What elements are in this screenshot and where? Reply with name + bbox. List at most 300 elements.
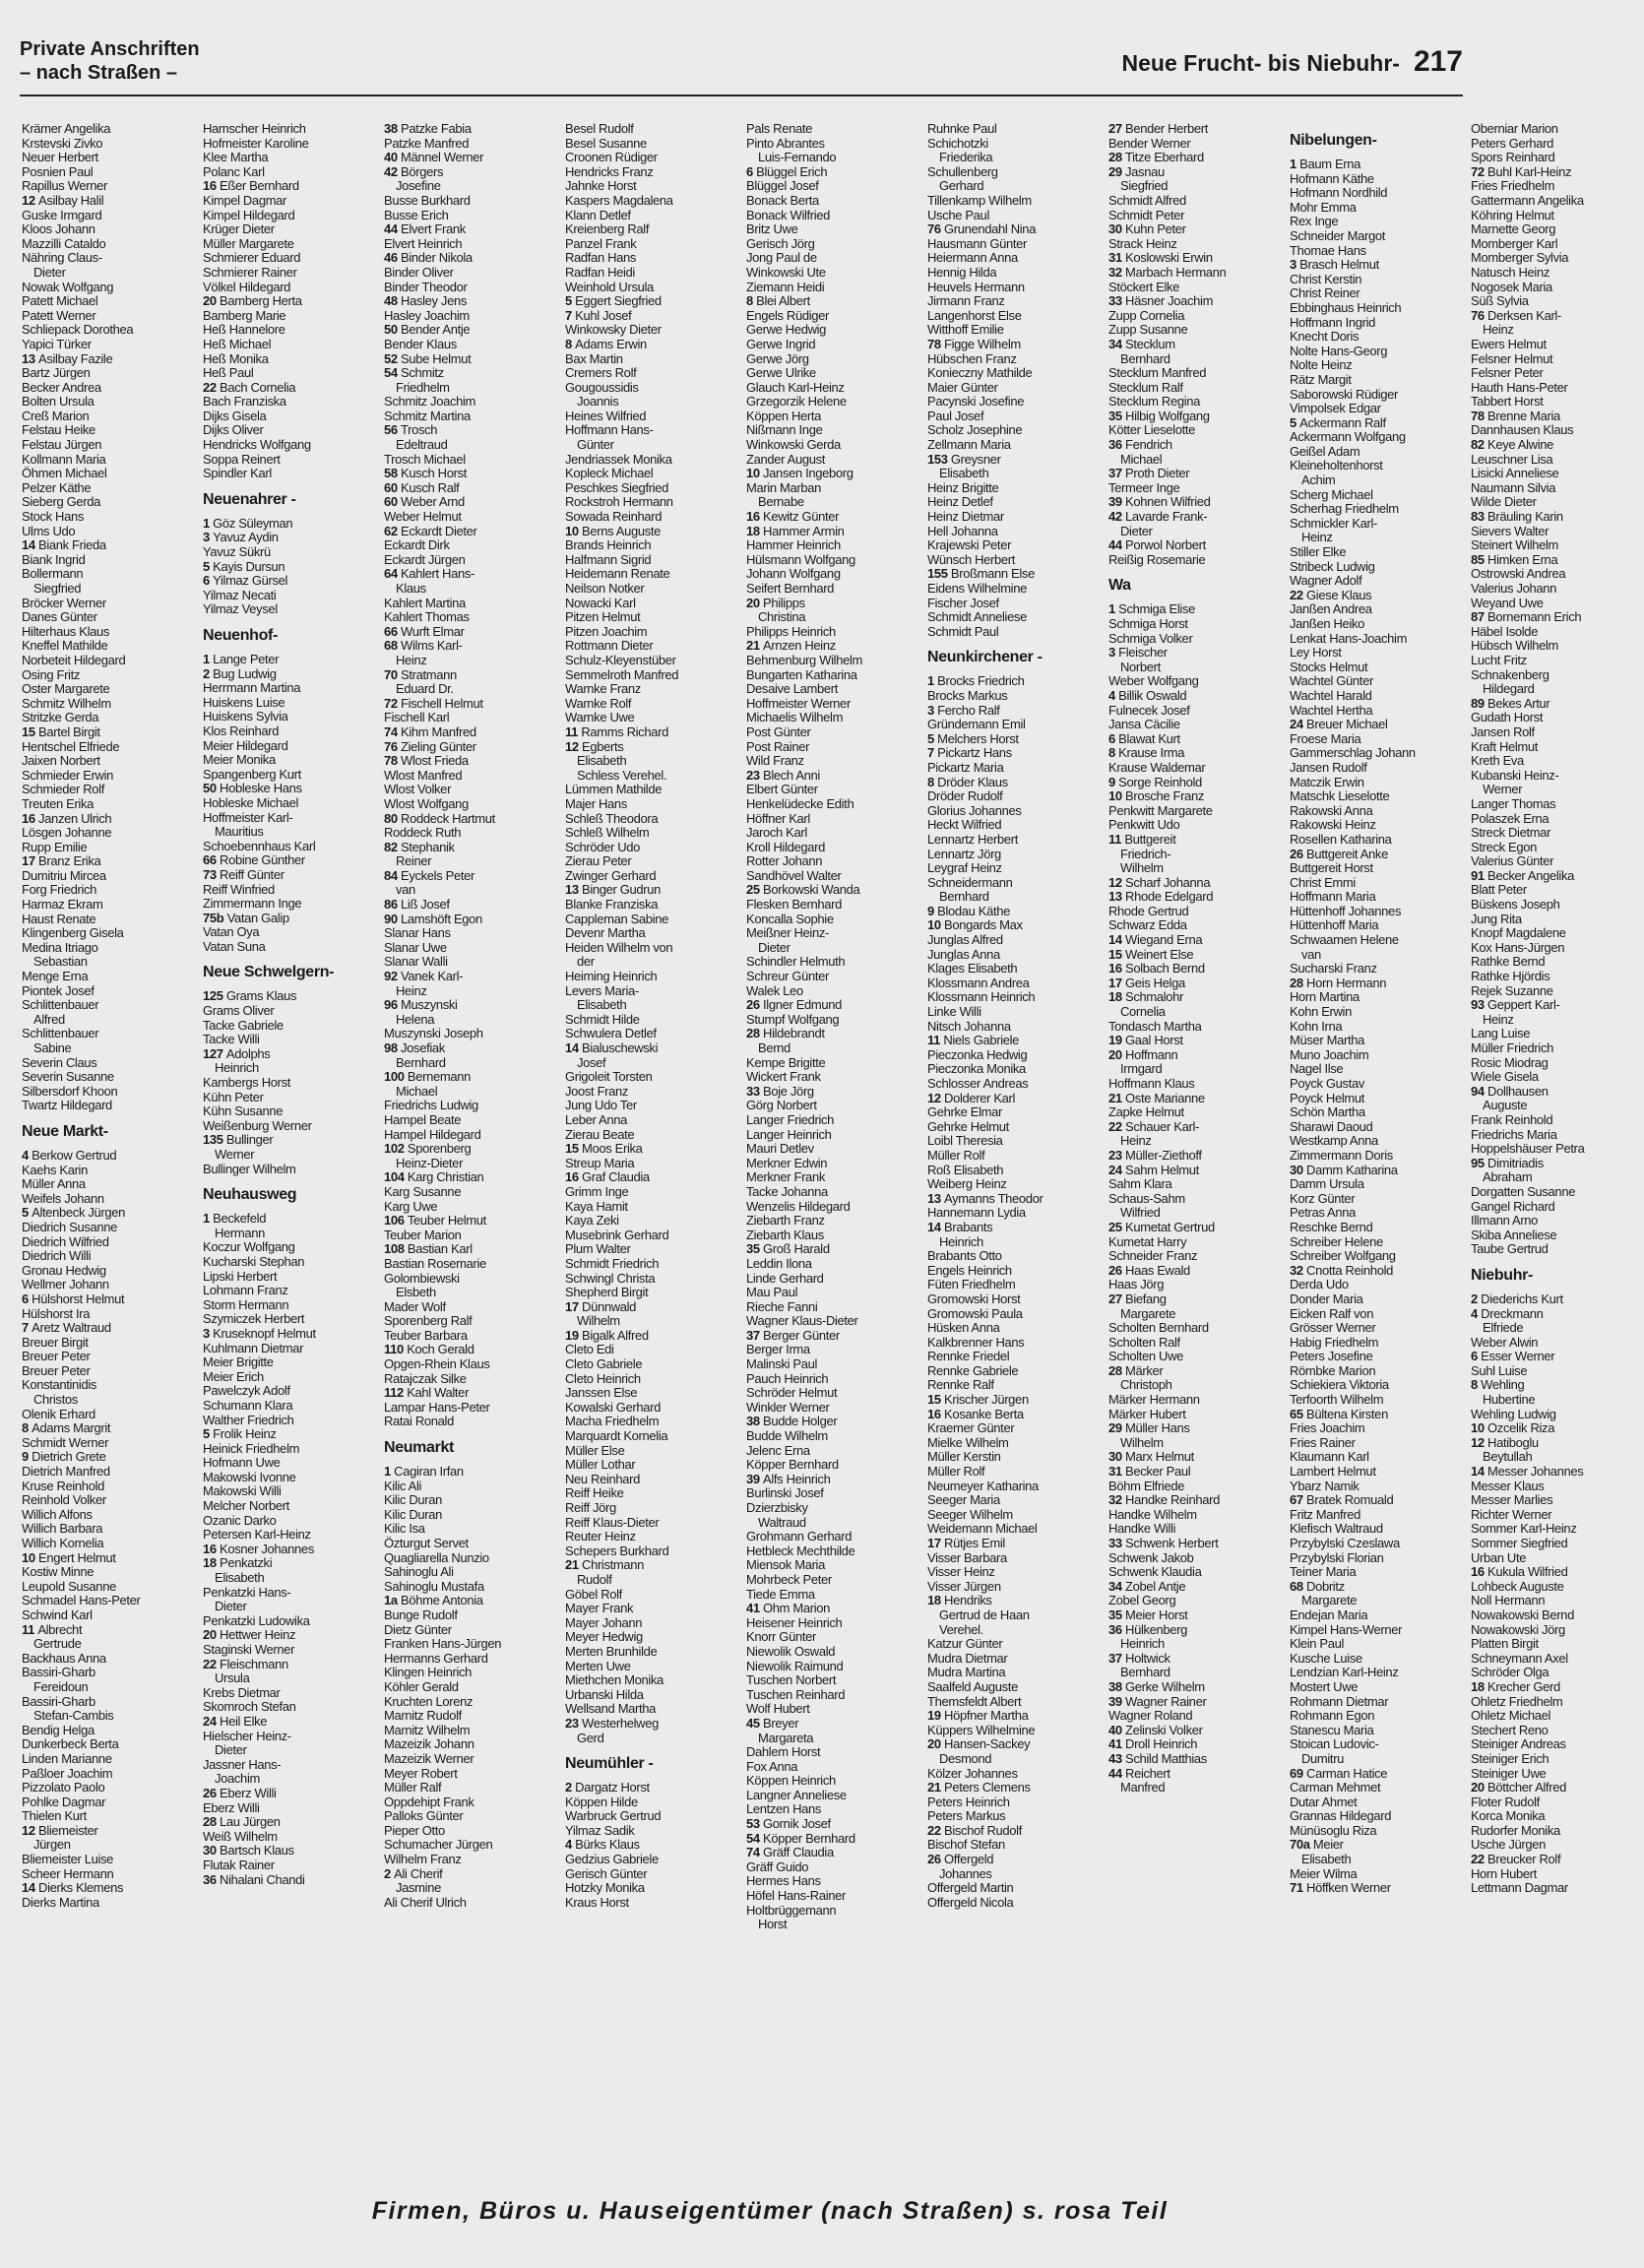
list-item: Joost Franz <box>565 1083 629 1099</box>
house-number: 74 <box>746 1845 764 1860</box>
list-item: Miensok Maria <box>746 1557 825 1573</box>
header-subtitle: – nach Straßen – <box>20 62 178 84</box>
house-number: 100 <box>384 1069 408 1085</box>
list-item: 12 Dolderer Karl <box>927 1090 1016 1105</box>
list-item: Friedrichs Maria <box>1471 1126 1557 1142</box>
house-number: 12 <box>565 738 583 754</box>
list-item: Rapillus Werner <box>22 178 107 194</box>
house-number: 85 <box>1471 551 1488 567</box>
list-item: Weifels Johann <box>22 1190 104 1206</box>
list-item: 5 Frolik Heinz <box>203 1426 277 1442</box>
house-number: 39 <box>1108 494 1126 510</box>
entry-continuation: Luis-Fernando <box>758 150 837 165</box>
entry-continuation: Manfred <box>1120 1780 1166 1796</box>
list-item: 16 Janzen Ulrich <box>22 810 112 826</box>
house-number: 30 <box>1108 221 1126 237</box>
house-number: 31 <box>1108 1464 1126 1480</box>
list-item: Grigoleit Torsten <box>565 1069 653 1085</box>
list-item: Reschke Bernd <box>1290 1219 1373 1234</box>
list-item: Patett Werner <box>22 307 96 323</box>
list-item: Weiberg Heinz <box>927 1176 1007 1192</box>
list-item: 17 Rütjes Emil <box>927 1536 1005 1550</box>
list-item: Reinhold Volker <box>22 1492 106 1508</box>
list-item: Meißner Heinz- <box>746 925 829 941</box>
list-item: Fox Anna <box>746 1758 798 1774</box>
list-item: Pieczonka Hedwig <box>927 1046 1028 1062</box>
list-item: 3 Brasch Helmut <box>1290 257 1379 273</box>
house-number: 12 <box>1471 1434 1488 1450</box>
list-item: Miethchen Monika <box>565 1672 664 1688</box>
list-item: Hüttenhoff Johannes <box>1290 903 1402 918</box>
list-item: Merten Brunhilde <box>565 1643 658 1659</box>
list-item: 25 Kumetat Gertrud <box>1108 1219 1215 1234</box>
house-number: 5 <box>565 293 576 309</box>
list-item: Wlost Volker <box>384 782 452 797</box>
footer-note: Firmen, Büros u. Hauseigentümer (nach Straßen) s. rosa Teil <box>371 2197 1169 2225</box>
list-item: Henkelüdecke Edith <box>746 795 854 811</box>
list-item: Cappleman Sabine <box>565 911 668 926</box>
house-number: 28 <box>1108 150 1126 165</box>
house-number: 91 <box>1471 867 1488 883</box>
list-item: Sporenberg Ralf <box>384 1313 473 1329</box>
house-number: 15 <box>927 1392 945 1408</box>
list-item: Wlost Wolfgang <box>384 795 469 811</box>
list-item: Reiff Heike <box>565 1485 624 1501</box>
house-number: 68 <box>1290 1578 1307 1594</box>
list-item: 35 Groß Harald <box>746 1241 830 1257</box>
house-number: 60 <box>384 494 402 510</box>
list-item: Zapke Helmut <box>1108 1104 1184 1120</box>
list-item: Yilmaz Veysel <box>203 601 278 617</box>
list-item: 26 Ilgner Edmund <box>746 997 843 1013</box>
list-item: Medina Itriago <box>22 939 98 955</box>
list-item: Becker Andrea <box>22 379 101 395</box>
list-item: 78 Brenne Maria <box>1471 408 1560 423</box>
list-item: 50 Bender Antje <box>384 322 471 338</box>
list-item: Berger Irma <box>746 1342 810 1357</box>
entry-continuation: Siegfried <box>33 581 82 596</box>
house-number: 11 <box>1108 831 1125 847</box>
list-item: Lendzian Karl-Heinz <box>1290 1665 1399 1680</box>
list-item: Nowakowski Bernd <box>1471 1606 1574 1622</box>
list-item: Bax Martin <box>565 350 623 366</box>
list-item: Märker Hubert <box>1108 1406 1186 1421</box>
house-number: 4 <box>1471 1305 1482 1321</box>
list-item: Bender Werner <box>1108 135 1191 151</box>
list-item: Bungarten Katharina <box>746 666 857 682</box>
list-item: Busse Erich <box>384 207 449 222</box>
house-number: 50 <box>384 322 402 338</box>
list-item: Warnke Uwe <box>565 710 635 725</box>
list-item: Krüger Dieter <box>203 221 275 237</box>
list-item: 26 Offergeld <box>927 1852 994 1867</box>
list-item: Weiß Wilhelm <box>203 1828 278 1844</box>
list-item: Engels Rüdiger <box>746 307 829 323</box>
list-item: Kreienberg Ralf <box>565 221 650 237</box>
list-item: Kopleck Michael <box>565 466 654 481</box>
list-item: Küppers Wilhelmine <box>927 1722 1036 1737</box>
list-item: 5 Altenbeck Jürgen <box>22 1205 126 1221</box>
list-item: Lettmann Dagmar <box>1471 1880 1568 1896</box>
house-number: 10 <box>1471 1420 1488 1436</box>
list-item: 29 Jasnau <box>1108 163 1165 179</box>
list-item: Damm Ursula <box>1290 1176 1364 1192</box>
list-item: Schmidt Friedrich <box>565 1255 660 1271</box>
house-number: 86 <box>384 897 402 913</box>
list-item: Ackermann Wolfgang <box>1290 429 1406 445</box>
entry-continuation: Gerhard <box>939 178 984 194</box>
list-item: Schwingl Christa <box>565 1270 656 1286</box>
list-item: Gerwe Ulrike <box>746 365 816 381</box>
list-item: 16 Kosanke Berta <box>927 1406 1024 1421</box>
list-item: Sahinoglu Ali <box>384 1564 454 1580</box>
list-item: 18 Hammer Armin <box>746 523 845 538</box>
list-item: Diedrich Wilfried <box>22 1233 109 1249</box>
list-item: Michaelis Wilhelm <box>746 710 844 725</box>
list-item: Heiden Wilhelm von <box>565 939 673 955</box>
list-item: Guske Irmgard <box>22 207 102 222</box>
entry-continuation: Helena <box>396 1011 435 1027</box>
list-item: 21 Arnzen Heinz <box>746 638 836 654</box>
house-number: 7 <box>22 1320 32 1336</box>
house-number: 39 <box>746 1471 764 1486</box>
list-item: Lambert Helmut <box>1290 1464 1376 1480</box>
list-item: 104 Karg Christian <box>384 1169 484 1185</box>
house-number: 41 <box>1108 1736 1126 1752</box>
list-item: 13 Binger Gudrun <box>565 882 662 898</box>
list-item: Messer Klaus <box>1471 1478 1545 1493</box>
list-item: Kaya Zeki <box>565 1213 619 1228</box>
list-item: Steiniger Andreas <box>1471 1736 1566 1752</box>
house-number: 36 <box>1108 1621 1126 1637</box>
house-number: 3 <box>203 1325 214 1341</box>
list-item: Maier Günter <box>927 379 998 395</box>
column-1 <box>22 122 195 2170</box>
list-item: Scherg Michael <box>1290 486 1373 502</box>
list-item: Wünsch Herbert <box>927 551 1016 567</box>
list-item: Handke Wilhelm <box>1108 1506 1197 1522</box>
house-number: 23 <box>565 1715 583 1731</box>
house-number: 40 <box>384 150 402 165</box>
entry-continuation: Heinz-Dieter <box>396 1155 464 1170</box>
list-item: Weber Helmut <box>384 509 462 525</box>
list-item: Schwulera Detlef <box>565 1026 657 1041</box>
list-item: Heinz Detlef <box>927 494 993 510</box>
list-item: Yavuz Sükrü <box>203 544 271 560</box>
house-number: 92 <box>384 969 402 984</box>
list-item: Bamberg Marie <box>203 307 286 323</box>
list-item: Höffner Karl <box>746 810 810 826</box>
house-number: 22 <box>1108 1118 1126 1134</box>
list-item: Wild Franz <box>746 753 804 769</box>
list-item: Özturgut Servet <box>384 1536 469 1550</box>
list-item: Stöckert Elke <box>1108 279 1180 294</box>
list-item: Oster Margarete <box>22 681 110 697</box>
house-number: 17 <box>1108 975 1126 990</box>
list-item: Terfoorth Wilhelm <box>1290 1392 1384 1408</box>
list-item: Hoffmann Maria <box>1290 889 1376 905</box>
list-item: Römbke Marion <box>1290 1362 1376 1378</box>
list-item: Lösgen Johanne <box>22 825 112 841</box>
house-number: 93 <box>1471 997 1488 1013</box>
list-item: Kilic Ali <box>384 1478 422 1493</box>
list-item: 12 Bliemeister <box>22 1822 98 1838</box>
list-item: Leygraf Heinz <box>927 860 1002 876</box>
house-number: 4 <box>565 1837 576 1853</box>
list-item: Bröcker Werner <box>22 595 106 610</box>
list-item: Niewolik Oswald <box>746 1643 836 1659</box>
list-item: Saalfeld Auguste <box>927 1678 1018 1694</box>
list-item: Osing Fritz <box>22 666 80 682</box>
house-number: 71 <box>1290 1880 1307 1896</box>
list-item: Hotzky Monika <box>565 1880 645 1896</box>
list-item: Messer Marlies <box>1471 1492 1553 1508</box>
list-item: Dunkerbeck Berta <box>22 1736 119 1752</box>
list-item: Jung Udo Ter <box>565 1098 637 1113</box>
list-item: Teuber Marion <box>384 1227 462 1242</box>
list-item: 21 Christmann <box>565 1557 644 1573</box>
list-item: Neumeyer Katharina <box>927 1478 1039 1493</box>
list-item: Schindler Helmuth <box>746 954 846 970</box>
list-item: Koczur Wolfgang <box>203 1239 295 1255</box>
list-item: Glorius Johannes <box>927 802 1022 818</box>
list-item: 30 Marx Helmut <box>1108 1449 1194 1465</box>
list-item: Heuvels Hermann <box>927 279 1025 294</box>
house-number: 52 <box>384 350 402 366</box>
list-item: Wilhelm Franz <box>384 1852 462 1867</box>
list-item: 91 Becker Angelika <box>1471 867 1575 883</box>
list-item: Hobleske Michael <box>203 794 299 810</box>
house-number: 5 <box>22 1205 32 1221</box>
list-item: Winkowski Gerda <box>746 437 841 453</box>
house-number: 50 <box>203 781 221 796</box>
list-item: 85 Himken Erna <box>1471 551 1558 567</box>
house-number: 14 <box>927 1219 945 1234</box>
list-item: Platten Birgit <box>1471 1636 1539 1652</box>
list-item: Heidemann Renate <box>565 566 670 582</box>
list-item: Diedrich Susanne <box>22 1219 118 1234</box>
list-item: 22 Giese Klaus <box>1290 587 1372 602</box>
list-item: 7 Pickartz Hans <box>927 745 1012 761</box>
house-number: 23 <box>746 767 764 783</box>
house-number: 3 <box>1290 257 1300 273</box>
list-item: Gangel Richard <box>1471 1198 1555 1214</box>
house-number: 36 <box>203 1871 221 1887</box>
list-item: 9 Sorge Reinhold <box>1108 774 1202 789</box>
list-item: Dannhausen Klaus <box>1471 422 1574 438</box>
list-item: Haust Renate <box>22 911 96 926</box>
list-item: Stecklum Ralf <box>1108 379 1183 395</box>
list-item: Palloks Günter <box>384 1808 464 1824</box>
list-item: 26 Haas Ewald <box>1108 1262 1190 1278</box>
street-heading: Neumarkt <box>384 1439 455 1457</box>
list-item: 54 Schmitz <box>384 365 444 381</box>
list-item: Schröder Udo <box>565 839 641 854</box>
house-number: 8 <box>927 774 938 789</box>
list-item: 17 Branz Erika <box>22 853 101 869</box>
list-item: Schliepack Dorothea <box>22 322 134 338</box>
list-item: Reiff Winfried <box>203 881 275 897</box>
entry-continuation: Heinrich <box>939 1233 983 1249</box>
list-item: 73 Reiff Günter <box>203 866 285 882</box>
list-item: Scholten Ralf <box>1108 1334 1180 1350</box>
list-item: Behmenburg Wilhelm <box>746 652 862 667</box>
list-item: 14 Bialuschewski <box>565 1040 659 1055</box>
list-item: Schmitz Joachim <box>384 394 475 410</box>
entry-continuation: Irmgard <box>1120 1061 1163 1077</box>
list-item: Danes Günter <box>22 609 97 625</box>
list-item: Reißig Rosemarie <box>1108 551 1206 567</box>
list-item: 28 Titze Eberhard <box>1108 150 1204 165</box>
list-item: Müller Else <box>565 1442 625 1458</box>
list-item: Habig Friedhelm <box>1290 1334 1379 1350</box>
list-item: 22 Schauer Karl- <box>1108 1118 1199 1134</box>
list-item: 28 Horn Hermann <box>1290 975 1387 990</box>
house-number: 3 <box>927 702 938 718</box>
list-item: Müller Rolf <box>927 1464 985 1480</box>
list-item: Gehrke Elmar <box>927 1104 1002 1120</box>
house-number: 10 <box>1108 788 1126 804</box>
house-number: 5 <box>203 1426 214 1442</box>
list-item: 98 Josefiak <box>384 1040 445 1055</box>
list-item: Grams Oliver <box>203 1003 275 1019</box>
entry-continuation: Christina <box>758 609 806 625</box>
list-item: 41 Ohm Marion <box>746 1601 831 1616</box>
entry-continuation: Rudolf <box>577 1571 612 1587</box>
list-item: Menge Erna <box>22 969 89 984</box>
list-item: Flutak Rainer <box>203 1857 275 1872</box>
list-item: Schneymann Axel <box>1471 1650 1568 1666</box>
entry-continuation: Margareta <box>758 1730 814 1745</box>
list-item: 78 Wlost Frieda <box>384 753 469 769</box>
list-item: Kühn Peter <box>203 1089 264 1104</box>
list-item: Bunge Rudolf <box>384 1606 458 1622</box>
list-item: Yapici Türker <box>22 336 92 351</box>
house-number: 82 <box>1471 437 1488 453</box>
list-item: Winkowski Ute <box>746 264 826 280</box>
list-item: 64 Kahlert Hans- <box>384 566 474 582</box>
house-number: 16 <box>746 509 764 525</box>
list-item: Illmann Arno <box>1471 1213 1539 1228</box>
house-number: 82 <box>384 839 402 854</box>
list-item: Kucharski Stephan <box>203 1253 305 1269</box>
list-item: Pieper Otto <box>384 1822 445 1838</box>
house-number: 78 <box>927 336 945 351</box>
list-item: Köppen Hilde <box>565 1794 638 1809</box>
list-item: 14 Biank Frieda <box>22 537 106 553</box>
list-item: Süß Sylvia <box>1471 293 1529 309</box>
list-item: Hüsken Anna <box>927 1320 1000 1336</box>
entry-continuation: Wilhelm <box>1120 860 1164 876</box>
house-number: 2 <box>203 665 214 681</box>
list-item: Plum Walter <box>565 1241 631 1257</box>
list-item: 5 Melchers Horst <box>927 730 1019 746</box>
list-item: Wenzelis Hildegard <box>746 1198 851 1214</box>
house-number: 22 <box>203 379 221 395</box>
list-item: 44 Reichert <box>1108 1765 1170 1781</box>
list-item: 32 Marbach Hermann <box>1108 264 1227 280</box>
list-item: Offergeld Martin <box>927 1880 1014 1896</box>
list-item: Sieberg Gerda <box>22 494 101 510</box>
list-item: Füten Friedhelm <box>927 1277 1016 1292</box>
list-item: 125 Grams Klaus <box>203 988 297 1004</box>
entry-continuation: Bernhard <box>939 889 989 905</box>
list-item: Zwinger Gerhard <box>565 867 657 883</box>
list-item: Geißel Adam <box>1290 443 1360 459</box>
list-item: Cleto Heinrich <box>565 1370 641 1386</box>
list-item: Suhl Luise <box>1471 1362 1528 1378</box>
list-item: Hendricks Wolfgang <box>203 437 311 453</box>
list-item: 75b Vatan Galip <box>203 910 289 925</box>
list-item: Mohr Emma <box>1290 199 1357 215</box>
list-item: Sahinoglu Mustafa <box>384 1578 484 1594</box>
list-item: Severin Claus <box>22 1054 97 1070</box>
list-item: 11 Niels Gabriele <box>927 1033 1020 1048</box>
list-item: Blüggel Josef <box>746 178 819 194</box>
list-item: Heiming Heinrich <box>565 969 658 984</box>
list-item: Felstau Heike <box>22 422 95 438</box>
list-item: Höfel Hans-Rainer <box>746 1888 846 1904</box>
list-item: 65 Bültena Kirsten <box>1290 1406 1388 1421</box>
house-number: 30 <box>1290 1162 1307 1177</box>
list-item: Warnke Franz <box>565 681 641 697</box>
list-item: Schmieder Rolf <box>22 782 104 797</box>
list-item: Sharawi Daoud <box>1290 1118 1373 1134</box>
list-item: Stechert Reno <box>1471 1722 1549 1737</box>
house-number: 70a <box>1290 1837 1313 1853</box>
list-item: Scholz Josephine <box>927 422 1023 438</box>
list-item: 82 Stephanik <box>384 839 455 854</box>
list-item: Busse Burkhard <box>384 192 471 208</box>
list-item: 68 Wilms Karl- <box>384 638 463 654</box>
entry-continuation: Mauritius <box>215 824 264 840</box>
list-item: Hammer Heinrich <box>746 537 841 553</box>
entry-continuation: Fereidoun <box>33 1678 89 1694</box>
list-item: Gerisch Jörg <box>746 235 815 251</box>
list-item: 52 Sube Helmut <box>384 350 472 366</box>
list-item: Spindler Karl <box>203 466 272 481</box>
list-item: Kahlert Thomas <box>384 609 470 625</box>
list-item: Köpper Bernhard <box>746 1457 839 1473</box>
house-number: 12 <box>927 1090 945 1105</box>
list-item: Leber Anna <box>565 1111 628 1127</box>
list-item: 30 Kuhn Peter <box>1108 221 1186 237</box>
entry-continuation: Jürgen <box>33 1837 71 1853</box>
list-item: Christ Reiner <box>1290 285 1360 301</box>
house-number: 2 <box>1471 1291 1482 1306</box>
list-item: Kilic Duran <box>384 1492 443 1508</box>
house-number: 94 <box>1471 1083 1488 1099</box>
list-item: 10 Berns Auguste <box>565 523 662 538</box>
list-item: 43 Schild Matthias <box>1108 1750 1207 1766</box>
house-number: 13 <box>565 882 583 898</box>
list-item: Rennke Gabriele <box>927 1362 1019 1378</box>
house-number: 26 <box>746 997 764 1013</box>
entry-continuation: Achim <box>1301 472 1336 488</box>
column-9 <box>1471 122 1644 2170</box>
list-item: Bollermann <box>22 566 84 582</box>
list-item: Linden Marianne <box>22 1750 112 1766</box>
list-item: 8 Wehling <box>1471 1377 1525 1393</box>
list-item: Scheer Hermann <box>22 1865 114 1881</box>
list-item: 4 Dreckmann <box>1471 1305 1544 1321</box>
list-item: 68 Dobritz <box>1290 1578 1345 1594</box>
list-item: Besel Rudolf <box>565 121 634 136</box>
list-item: Heinick Friedhelm <box>203 1440 300 1456</box>
house-number: 28 <box>1108 1362 1126 1378</box>
list-item: 7 Kuhl Josef <box>565 307 632 323</box>
list-item: Olenik Erhard <box>22 1406 95 1421</box>
